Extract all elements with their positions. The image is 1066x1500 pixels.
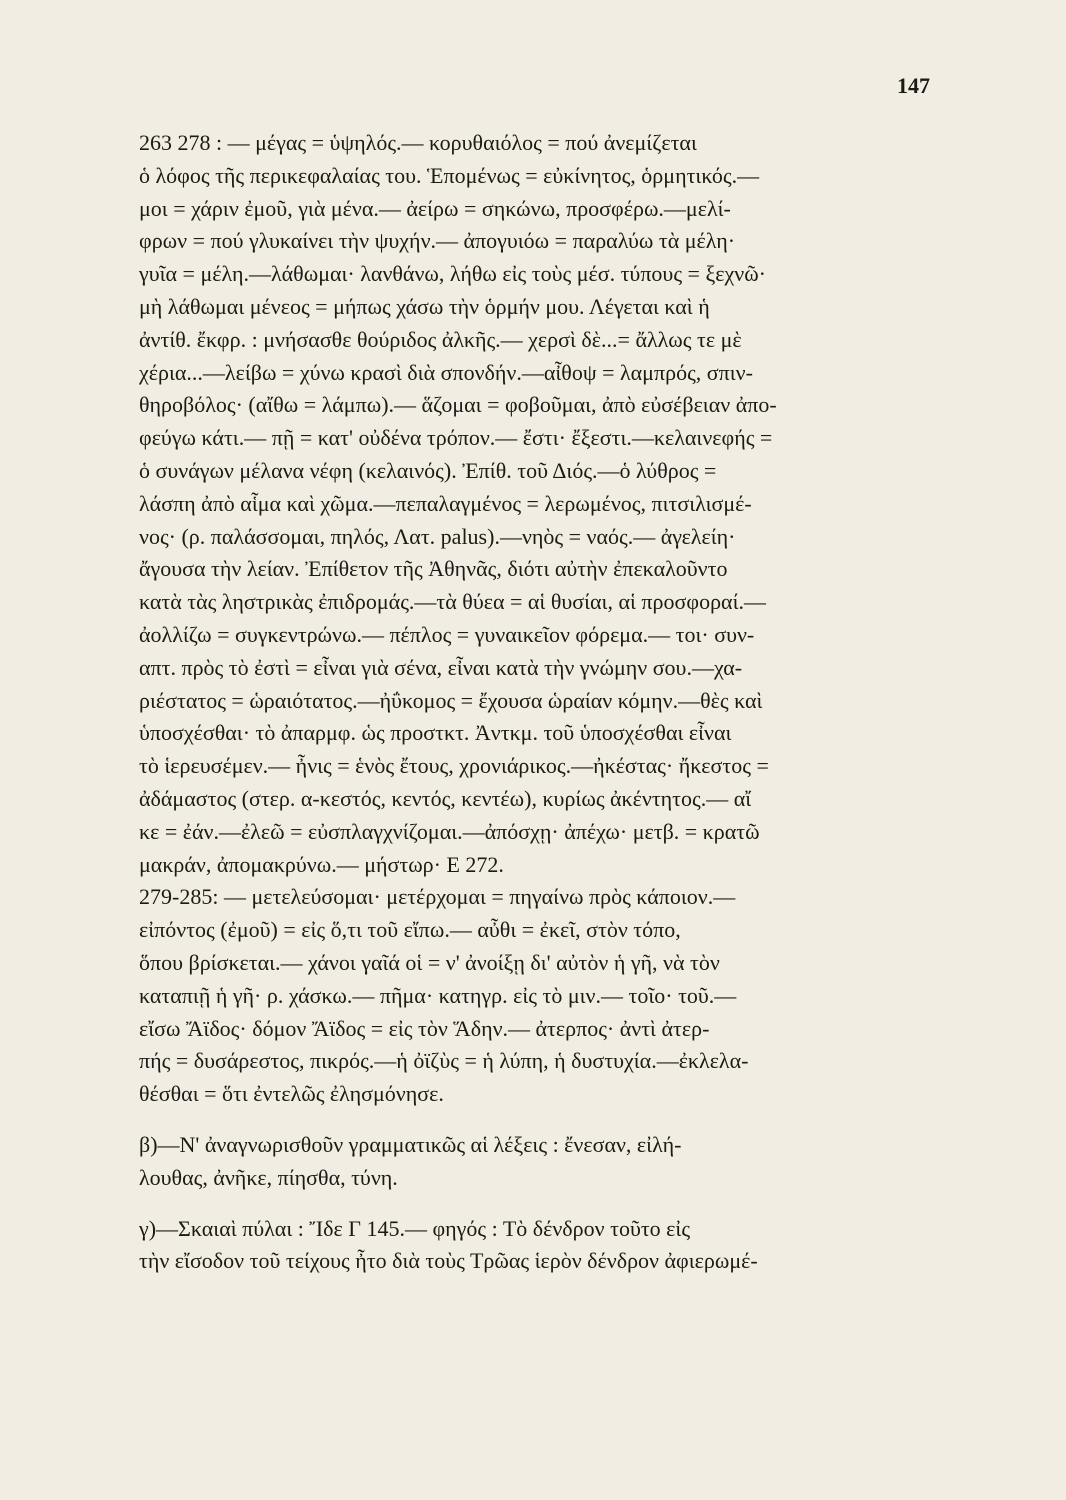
text-line: ἄγουσα τὴν λείαν. Ἐπίθετον τῆς Ἀθηνᾶς, διότι αὐτὴν ἐπεκαλοῦντο: [139, 556, 728, 582]
text-line: μὴ λάθωμαι μένεος = μήπως χάσω τὴν ὁρμήν μου. Λέγεται καὶ ἡ: [139, 293, 710, 319]
text-line: νος· (ρ. παλάσσομαι, πηλός, Λατ. palus).—νηὸς = ναός.— ἀγελείη·: [139, 523, 736, 549]
text-line: θηροβόλος· (αἴθω = λάμπω).— ἅζομαι = φοβοῦμαι, ἀπὸ εὐσέβειαν ἀπο-: [139, 392, 777, 418]
text-line: μοι = χάριν ἐμοῦ, γιὰ μένα.— ἀείρω = σηκώνω, προσφέρω.—μελί-: [139, 195, 731, 221]
text-line: ἀδάμαστος (στερ. α-κεστός, κεντός, κεντέω), κυρίως ἀκέντητος.— αἴ: [139, 785, 752, 811]
text-line: γυῖα = μέλη.—λάθωμαι· λανθάνω, λήθω εἰς τοὺς μέσ. τύπους = ξεχνῶ·: [139, 261, 767, 287]
text-line: φεύγω κάτι.— πῇ = κατ' οὐδένα τρόπον.— ἔστι· ἔξεστι.—κελαινεφής =: [139, 425, 773, 451]
paragraph-gap: [139, 1195, 924, 1213]
paragraph-gap: [139, 1111, 924, 1129]
text-line: πής = δυσάρεστος, πικρός.—ἡ ὀϊζὺς = ἡ λύπη, ἡ δυστυχία.—ἐκλελα-: [139, 1048, 749, 1074]
text-line: φρων = πού γλυκαίνει τὴν ψυχήν.— ἀπογυιόω = παραλύω τὰ μέλη·: [139, 228, 736, 254]
text-line: απτ. πρὸς τὸ ἐστὶ = εἶναι γιὰ σένα, εἶναι κατὰ τὴν γνώμην σου.—χα-: [139, 654, 743, 680]
text-line: ὑποσχέσθαι· τὸ ἀπαρμφ. ὡς προστκτ. Ἀντκμ. τοῦ ὑποσχέσθαι εἶναι: [139, 720, 732, 746]
text-line: ὅπου βρίσκεται.— χάνοι γαῖά οἱ = ν' ἀνοίξῃ δι' αὐτὸν ἡ γῆ, νὰ τὸν: [139, 949, 720, 975]
text-line: ἀντίθ. ἔκφρ. : μνήσασθε θούριδος ἀλκῆς.— χερσὶ δὲ...= ἄλλως τε μὲ: [139, 326, 742, 352]
text-line: θέσθαι = ὅτι ἐντελῶς ἐλησμόνησε.: [139, 1081, 444, 1107]
text-line: ριέστατος = ὡραιότατος.—ἠΰκομος = ἔχουσα ὡραίαν κόμην.—θὲς καὶ: [139, 687, 763, 713]
text-line: κε = ἐάν.—ἐλεῶ = εὐσπλαγχνίζομαι.—ἀπόσχῃ· ἀπέχω· μετβ. = κρατῶ: [139, 818, 760, 844]
text-line: καταπιῇ ἡ γῆ· ρ. χάσκω.— πῆμα· κατηγρ. εἰς τὸ μιν.— τοῖο· τοῦ.—: [139, 982, 737, 1008]
commentary-text: [139, 127, 924, 1278]
text-line: 263 278 : — μέγας = ὑψηλός.— κορυθαιόλος = πού ἀνεμίζεται: [139, 130, 697, 155]
page-number: 147: [897, 73, 930, 98]
text-line: ὁ συνάγων μέλανα νέφη (κελαινός). Ἐπίθ. τοῦ Διός.—ὁ λύθρος =: [139, 457, 717, 483]
text-line: τὴν εἴσοδον τοῦ τείχους ἦτο διὰ τοὺς Τρῶας ἱερὸν δένδρον ἀφιερωμέ-: [139, 1248, 758, 1274]
text-line: εἰπόντος (ἐμοῦ) = εἰς ὅ,τι τοῦ εἴπω.— αὖθι = ἐκεῖ, στὸν τόπο,: [139, 917, 681, 943]
text-line: μακράν, ἀπομακρύνω.— μήστωρ· Ε 272.: [139, 851, 504, 877]
text-line: εἴσω Ἄϊδος· δόμον Ἄϊδος = εἰς τὸν Ἅδην.— ἀτερπος· ἀντὶ ἀτερ-: [139, 1015, 710, 1041]
text-line: ὁ λόφος τῆς περικεφαλαίας του. Ἑπομένως = εὐκίνητος, ὁρμητικός.—: [139, 162, 760, 188]
text-line: 279-285: — μετελεύσομαι· μετέρχομαι = πηγαίνω πρὸς κάποιον.—: [139, 884, 736, 910]
text-line: λάσπη ἀπὸ αἷμα καὶ χῶμα.—πεπαλαγμένος = λερωμένος, πιτσιλισμέ-: [139, 490, 752, 516]
text-line: χέρια...—λείβω = χύνω κρασὶ διὰ σπονδήν.—αἶθοψ = λαμπρός, σπιν-: [139, 359, 753, 385]
text-line: β)—Ν' ἀναγνωρισθοῦν γραμματικῶς αἱ λέξεις : ἔνεσαν, εἰλή-: [139, 1131, 682, 1157]
text-line: λουθας, ἀνῆκε, πίησθα, τύνη.: [139, 1164, 398, 1190]
text-line: τὸ ἱερευσέμεν.— ἦνις = ἑνὸς ἔτους, χρονιάρικος.—ἠκέστας· ἤκεστος =: [139, 753, 769, 779]
text-line: ἀολλίζω = συγκεντρώνω.— πέπλος = γυναικεῖον φόρεμα.— τοι· συν-: [139, 621, 755, 647]
text-line: κατὰ τὰς ληστρικὰς ἐπιδρομάς.—τὰ θύεα = αἱ θυσίαι, αἱ προσφοραί.—: [139, 589, 766, 615]
text-line: γ)—Σκαιαὶ πύλαι : Ἴδε Γ 145.— φηγός : Τὸ δένδρον τοῦτο εἰς: [139, 1215, 691, 1241]
